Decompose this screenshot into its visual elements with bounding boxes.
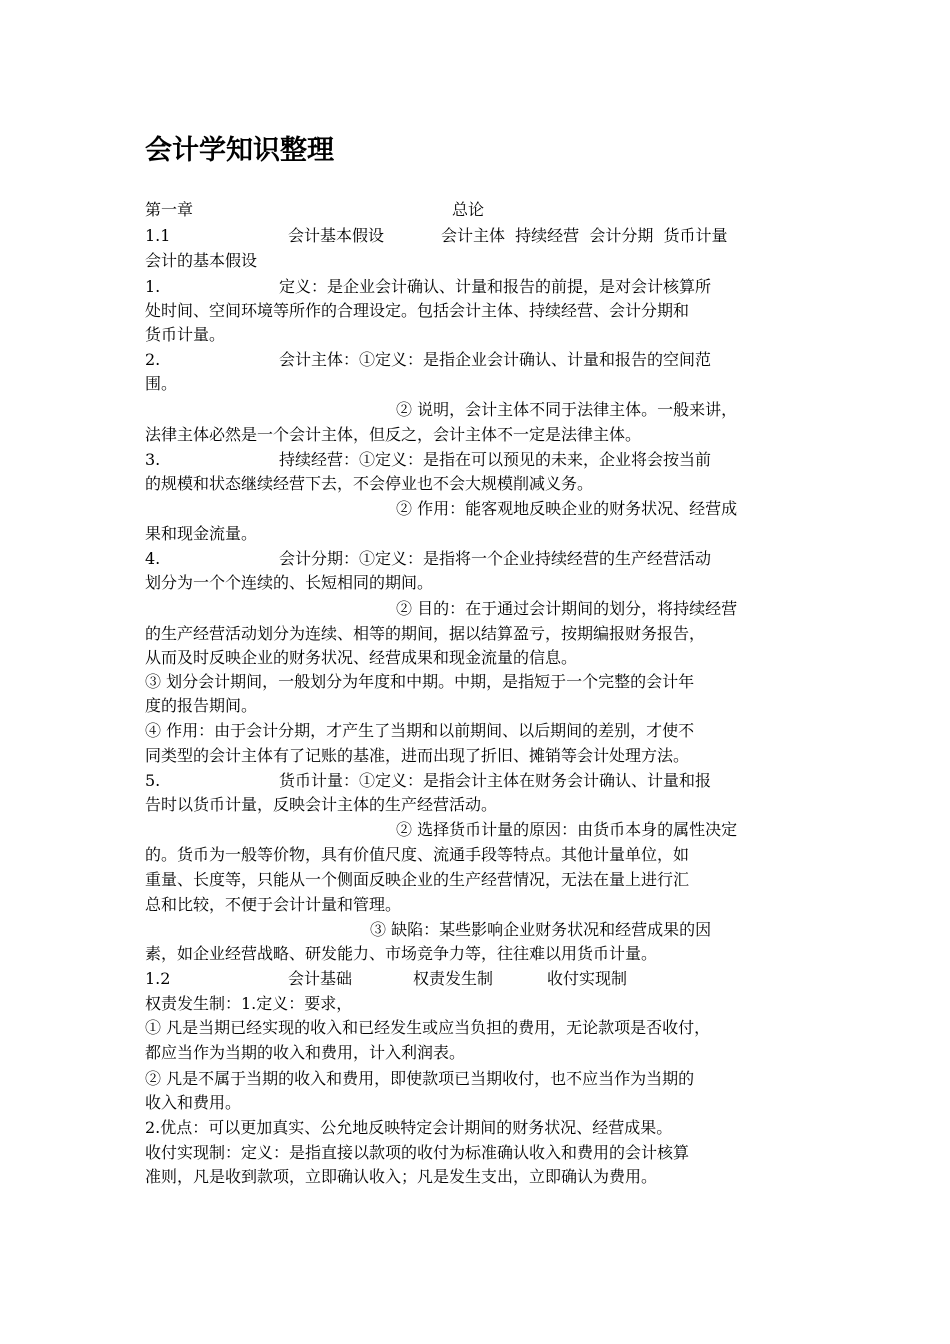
text-line: 素，如企业经营战略、研发能力、市场竞争力等，往往难以用货币计量。	[145, 944, 658, 963]
text-line: ④ 作用：由于会计分期，才产生了当期和以前期间、以后期间的差别，才使不	[145, 721, 695, 740]
text-line: 的规模和状态继续经营下去，不会停业也不会大规模削减义务。	[145, 474, 594, 493]
text-line: 告时以货币计量，反映会计主体的生产经营活动。	[145, 795, 498, 814]
text-line: 准则，凡是收到款项，立即确认收入；凡是发生支出，立即确认为费用。	[145, 1167, 658, 1186]
text-line: 从而及时反映企业的财务状况、经营成果和现金流量的信息。	[145, 648, 578, 667]
text-line: 收入和费用。	[145, 1093, 242, 1112]
section-title: 会计基础	[288, 969, 353, 988]
item-number: 3.	[145, 450, 161, 469]
text-line: 会计分期：①定义：是指将一个企业持续经营的生产经营活动	[279, 549, 712, 568]
item-number: 5.	[145, 771, 161, 790]
text-line: 的生产经营活动划分为连续、相等的期间，据以结算盈亏，按期编报财务报告，	[145, 624, 706, 643]
section-keyword: 收付实现制	[547, 969, 628, 988]
text-line: 会计的基本假设	[145, 251, 258, 270]
chapter-title: 总论	[452, 200, 485, 219]
text-line: 果和现金流量。	[145, 524, 258, 543]
text-line: ② 凡是不属于当期的收入和费用，即使款项已当期收付，也不应当作为当期的	[145, 1069, 695, 1088]
text-line: ② 作用：能客观地反映企业的财务状况、经营成	[396, 499, 738, 518]
text-line: 收付实现制：定义：是指直接以款项的收付为标准确认收入和费用的会计核算	[145, 1143, 690, 1162]
section-number: 1.1	[145, 226, 171, 245]
text-line: 总和比较，不便于会计计量和管理。	[145, 895, 402, 914]
text-line: ① 凡是当期已经实现的收入和已经发生或应当负担的费用，无论款项是否收付，	[145, 1018, 711, 1037]
text-line: 货币计量：①定义：是指会计主体在财务会计确认、计量和报	[279, 771, 712, 790]
text-line: 同类型的会计主体有了记账的基准，进而出现了折旧、摊销等会计处理方法。	[145, 746, 690, 765]
document-title: 会计学知识整理	[145, 135, 334, 166]
text-line: 货币计量。	[145, 325, 226, 344]
item-number: 1.	[145, 277, 161, 296]
section-keyword: 权责发生制	[413, 969, 494, 988]
text-line: 处时间、空间环境等所作的合理设定。包括会计主体、持续经营、会计分期和	[145, 301, 690, 320]
text-line: ② 目的：在于通过会计期间的划分，将持续经营	[396, 599, 738, 618]
text-line: ② 说明，会计主体不同于法律主体。一般来讲，	[396, 400, 738, 419]
section-number: 1.2	[145, 969, 171, 988]
section-title: 会计基本假设	[288, 226, 385, 245]
text-line: 划分为一个个连续的、长短相同的期间。	[145, 573, 434, 592]
text-line: 重量、长度等，只能从一个侧面反映企业的生产经营情况，无法在量上进行汇	[145, 870, 690, 889]
text-line: 会计主体：①定义：是指企业会计确认、计量和报告的空间范	[279, 350, 712, 369]
text-line: ③ 缺陷：某些影响企业财务状况和经营成果的因	[370, 920, 712, 939]
text-line: 2.优点：可以更加真实、公允地反映特定会计期间的财务状况、经营成果。	[145, 1118, 673, 1137]
chapter-label: 第一章	[145, 200, 194, 219]
text-line: 围。	[145, 374, 178, 393]
item-number: 2.	[145, 350, 161, 369]
text-line: 度的报告期间。	[145, 696, 258, 715]
item-number: 4.	[145, 549, 161, 568]
text-line: 都应当作为当期的收入和费用，计入利润表。	[145, 1043, 466, 1062]
text-line: ③ 划分会计期间，一般划分为年度和中期。中期，是指短于一个完整的会计年	[145, 672, 695, 691]
text-line: 持续经营：①定义：是指在可以预见的未来，企业将会按当前	[279, 450, 712, 469]
section-keywords: 会计主体 持续经营 会计分期 货币计量	[441, 226, 728, 245]
text-line: 定义：是企业会计确认、计量和报告的前提，是对会计核算所	[279, 277, 712, 296]
text-line: ② 选择货币计量的原因：由货币本身的属性决定	[396, 820, 738, 839]
text-line: 的。货币为一般等价物，具有价值尺度、流通手段等特点。其他计量单位，如	[145, 845, 690, 864]
text-line: 法律主体必然是一个会计主体，但反之，会计主体不一定是法律主体。	[145, 425, 642, 444]
text-line: 权责发生制：1.定义：要求，	[145, 994, 353, 1013]
